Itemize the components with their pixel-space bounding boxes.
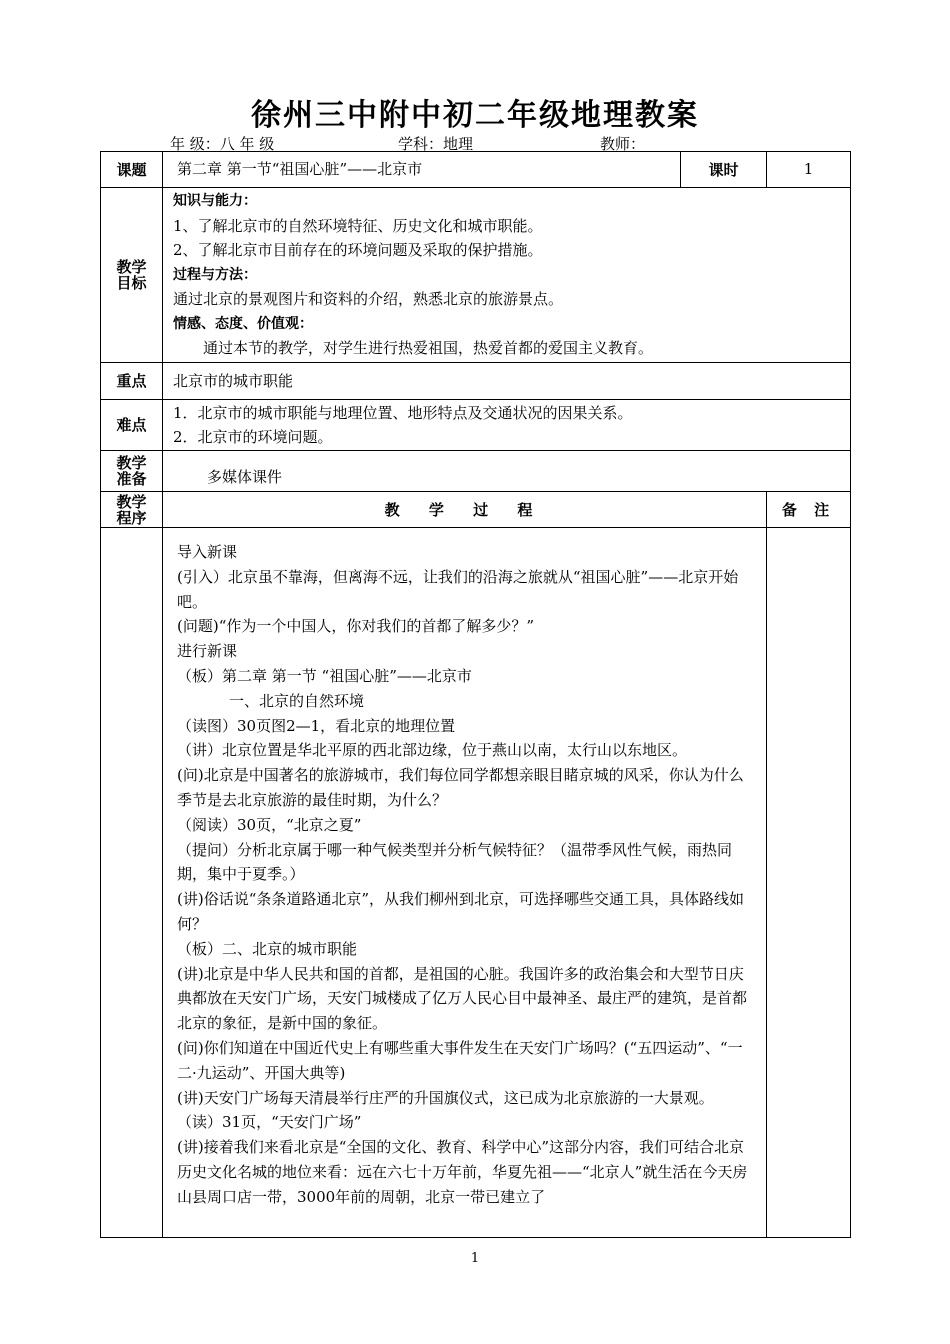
procedure-content (163, 528, 767, 1238)
difficulty-row (101, 400, 851, 451)
procedure-label-empty (101, 528, 163, 1238)
hours-value: 1 (767, 152, 851, 188)
procedure-line: (问)北京是中国著名的旅游城市，我们每位同学都想亲眼目睹京城的风采，你认为什么季节是去北京旅游的最佳时期，为什么？ (177, 766, 744, 809)
procedure-line: （讲）北京位置是华北平原的西北部边缘，位于燕山以南，太行山以东地区。 (177, 741, 688, 760)
preparation-label-line2: 准备 (116, 470, 147, 488)
objective-heading-knowledge: 知识与能力： (173, 193, 257, 210)
objectives-label (101, 188, 163, 363)
difficulty-label: 难点 (101, 400, 163, 451)
procedure-header: 教 学 过 程 (163, 492, 767, 528)
difficulty-line: 2．北京市的环境问题。 (173, 428, 333, 446)
procedure-line: （板）第二章 第一节 “祖国心脏”——北京市 (177, 666, 472, 685)
procedure-line: (引入）北京虽不靠海，但离海不远，让我们的沿海之旅就从“祖国心脏”——北京开始吧。 (177, 567, 739, 611)
preparation-value: 多媒体课件 (163, 451, 851, 492)
objective-line: 通过北京的景观图片和资料的介绍，熟悉北京的旅游景点。 (173, 290, 564, 309)
page-number: 1 (470, 1251, 480, 1266)
hours-label: 课时 (681, 152, 767, 188)
preparation-row (101, 451, 851, 492)
procedure-line: （板）二、北京的城市职能 (177, 939, 358, 958)
procedure-label-line1: 教学 (116, 492, 147, 511)
difficulty-line: 1．北京市的城市职能与地理位置、地形特点及交通状况的因果关系。 (173, 403, 633, 422)
key-point-value: 北京市的城市职能 (163, 363, 851, 400)
procedure-line: (讲)接着我们来看北京是“全国的文化、教育、科学中心”这部分内容，我们可结合北京历史文化名城的地位来看：远在六七十万年前，华夏先祖——“北京人”就生活在今天房山县周口店一带，3000年前的周朝，北京一带已建立了 (177, 1138, 748, 1206)
topic-row (101, 152, 851, 188)
preparation-label-line1: 教学 (116, 454, 147, 472)
procedure-line: （读）31页，“天安门广场” (177, 1113, 362, 1132)
procedure-line: （提问）分析北京属于哪一种气候类型并分析气候特征？（温带季风性气候，雨热同期，集中于夏季。） (177, 840, 733, 884)
procedure-line: (问题)“作为一个中国人，你对我们的首都了解多少？” (177, 617, 535, 636)
procedure-label (101, 492, 163, 528)
notes-column (767, 528, 851, 1238)
notes-header: 备 注 (767, 492, 851, 528)
procedure-line: (讲)俗话说“条条道路通北京”，从我们柳州到北京，可选择哪些交通工具，具体路线如何？ (177, 890, 745, 933)
procedure-line: 导入新课 (177, 543, 238, 561)
topic-value: 第二章 第一节“祖国心脏”——北京市 (163, 152, 681, 188)
topic-label: 课题 (101, 152, 163, 188)
procedure-header-row (101, 492, 851, 528)
objective-heading-process: 过程与方法： (173, 266, 257, 283)
key-point-label: 重点 (101, 363, 163, 400)
objective-heading-attitude: 情感、态度、价值观： (173, 315, 313, 332)
procedure-line: (讲)天安门广场每天清晨举行庄严的升国旗仪式，这已成为北京旅游的一大景观。 (177, 1088, 714, 1107)
teacher-field: 教师： (600, 135, 646, 153)
procedure-line: （阅读）30页，“北京之夏” (177, 815, 362, 834)
procedure-line: （读图）30页图2—1，看北京的地理位置 (177, 716, 456, 735)
subject-field: 学科：地理 (398, 135, 474, 153)
objective-line: 1、了解北京市的自然环境特征、历史文化和城市职能。 (173, 216, 543, 235)
lesson-plan-table (100, 151, 851, 1238)
procedure-line: 进行新课 (177, 642, 238, 661)
procedure-line: 一、北京的自然环境 (229, 691, 365, 710)
objective-line: 通过本节的教学，对学生进行热爱祖国，热爱首都的爱国主义教育。 (203, 339, 654, 358)
objectives-row (101, 188, 851, 363)
difficulty-content (163, 400, 851, 451)
key-point-row (101, 363, 851, 400)
preparation-label (101, 451, 163, 492)
procedure-body-row (101, 528, 851, 1238)
procedure-label-line2: 程序 (116, 508, 147, 527)
page-title: 徐州三中附中初二年级地理教案 (251, 98, 699, 133)
objective-line: 2、了解北京市目前存在的环境问题及采取的保护措施。 (173, 241, 543, 260)
grade-field: 年 级：八 年 级 (170, 135, 275, 153)
objectives-label-line1: 教学 (116, 258, 147, 276)
procedure-line: (问)你们知道在中国近代史上有哪些重大事件发生在天安门广场吗？(“五四运动”、“一二·九运动”、开国大典等) (177, 1038, 743, 1082)
procedure-line: (讲)北京是中华人民共和国的首都，是祖国的心脏。我国许多的政治集会和大型节日庆典都放在天安门广场，天安门城楼成了亿万人民心目中最神圣、最庄严的建筑，是首都北京的象征，是新中国的象征。 (177, 964, 748, 1033)
objectives-content (163, 188, 851, 363)
objectives-label-line2: 目标 (116, 274, 147, 292)
